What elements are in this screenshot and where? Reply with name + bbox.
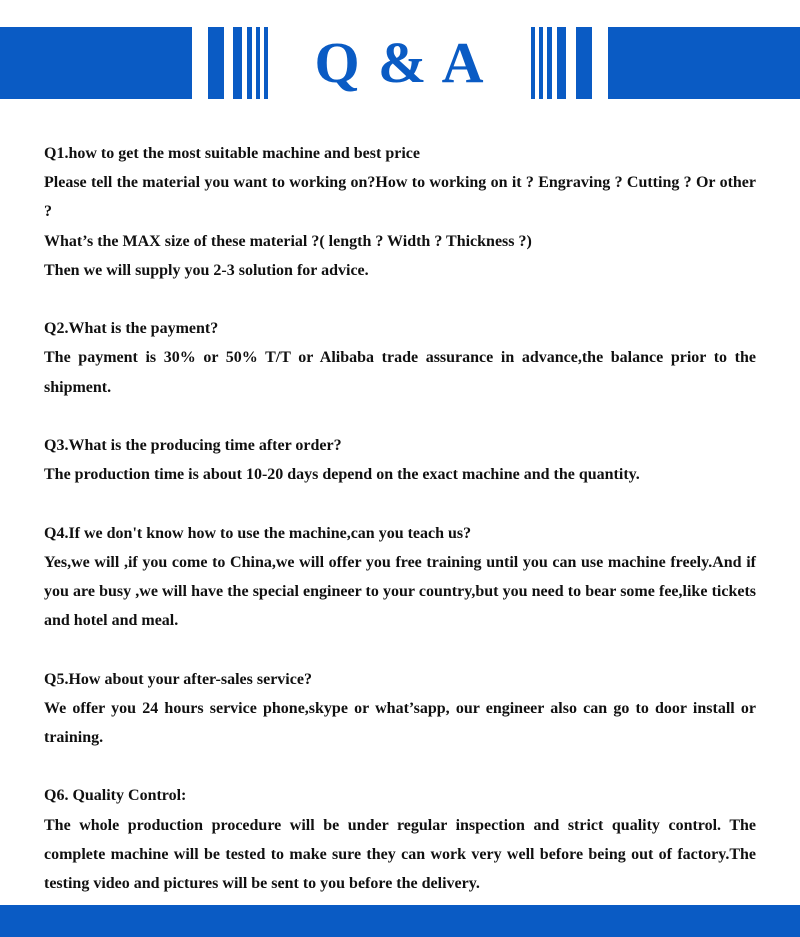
faq-answer-line: What’s the MAX size of these material ?( length ? Width ? Thickness ?) xyxy=(44,232,532,250)
faq-item-q6 xyxy=(44,781,756,898)
faq-item-q3 xyxy=(44,431,756,489)
faq-answer-line: The production time is about 10-20 days depend on the exact machine and the quantity. xyxy=(44,466,640,484)
faq-item-q4 xyxy=(44,519,756,636)
header-right-band xyxy=(608,27,800,99)
faq-question: Q4.If we don't know how to use the machine,can you teach us? xyxy=(44,524,472,542)
faq-item-q1 xyxy=(44,139,756,285)
faq-question: Q3.What is the producing time after order? xyxy=(44,437,342,454)
faq-answer-line: We offer you 24 hours service phone,skype or what’sapp, our engineer also can go to door install or training. xyxy=(44,699,756,746)
faq-question: Q1.how to get the most suitable machine and best price xyxy=(44,145,420,162)
faq-list xyxy=(44,139,756,927)
faq-answer-line: The whole production procedure will be under regular inspection and strict quality control. The complete machine will be tested to make sure they can work very well before being out of factory.The testing video and pictures will be sent to you before the delivery. xyxy=(44,816,756,892)
faq-question: Q5.How about your after-sales service? xyxy=(44,670,312,688)
faq-answer-line: Then we will supply you 2-3 solution for advice. xyxy=(44,261,369,279)
header-left-band xyxy=(0,27,192,99)
footer-band xyxy=(0,905,800,937)
faq-question: Q2.What is the payment? xyxy=(44,320,219,338)
page-title: Q & A xyxy=(314,30,486,95)
faq-question: Q6. Quality Control: xyxy=(44,787,187,805)
faq-answer-line: Yes,we will ,if you come to China,we will offer you free training until you can use machine freely.And if you are busy ,we will have the special engineer to your country,but you need to bear some fee,like tickets and hotel and meal. xyxy=(44,553,756,630)
faq-answer-line: The payment is 30% or 50% T/T or Alibaba trade assurance in advance,the balance prior to the shipment. xyxy=(44,349,756,396)
faq-item-q2 xyxy=(44,314,756,402)
faq-answer-line: Please tell the material you want to working on?How to working on it ? Engraving ? Cutting ? Or other ? xyxy=(44,174,756,221)
faq-item-q5 xyxy=(44,665,756,753)
